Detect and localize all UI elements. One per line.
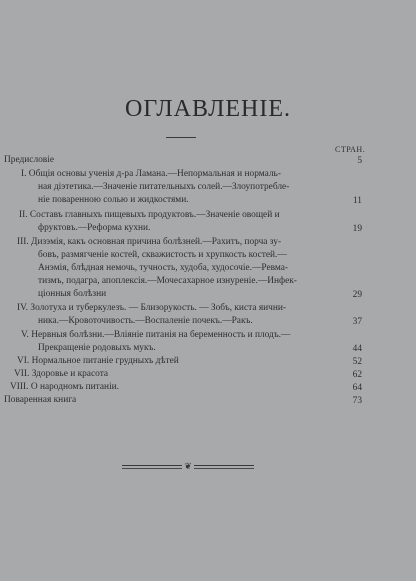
toc-line: ная діэтетика.—Значеніе питательныхъ солей.—Злоупотребле-	[38, 182, 290, 192]
toc-line: Предисловіе	[4, 155, 55, 165]
toc-line: Прекращеніе родовыхъ мукъ.	[38, 343, 156, 353]
toc-line: II. Составъ главныхъ пищевыхъ продуктовъ.—Значеніе овощей и	[19, 210, 280, 220]
toc-page-number: 19	[352, 224, 362, 234]
toc-line: Поваренная книга	[4, 395, 77, 405]
toc-line: III. Дизэмія, какъ основная причина болѣзней.—Рахитъ, порча зу-	[17, 237, 282, 247]
toc-page-number: 29	[352, 290, 362, 300]
toc-line: IV. Золотуха и туберкулезъ. — Близорукость. — Зобъ, киста яични-	[17, 303, 287, 313]
toc-line: фруктовъ.—Реформа кухни.	[38, 223, 151, 233]
toc-page-number: 11	[352, 196, 362, 206]
toc-line: Анэмія, блѣдная немочь, тучность, худоба, худосочіе.—Ревма-	[38, 263, 289, 273]
toc-line: I. Общія основы ученія д-ра Ламана.—Непормальная и нормаль-	[21, 169, 281, 179]
toc-line: VI. Нормальное питаніе грудныхъ дѣтей	[17, 356, 179, 366]
toc-page-number: 52	[352, 357, 362, 367]
toc-line: VII. Здоровье и красота	[14, 369, 109, 379]
toc-line: ціонныя болѣзни	[38, 289, 107, 299]
toc-line: VIII. О народномъ питаніи.	[10, 382, 120, 392]
toc-page-number: 62	[352, 370, 362, 380]
toc-line: бовъ, размягченіе костей, скважистость и хрупкость костей.—	[38, 250, 287, 260]
title-rule	[166, 137, 196, 138]
toc-page-number: 37	[352, 317, 362, 327]
toc-page-number: 5	[357, 156, 362, 166]
toc-line: V. Нервныя болѣзни.—Вліяніе питанія на беременность и плодъ.—	[21, 330, 291, 340]
toc-line: ника.—Кровоточивость.—Воспаленіе почекъ.—Ракъ.	[38, 316, 253, 326]
toc-line: тизмъ, подагра, апоплексія.—Мочесахарное изнуреніе.—Инфек-	[38, 276, 297, 286]
page-column-label: СТРАН.	[335, 145, 366, 154]
fleuron-ornament-icon: ❦	[182, 461, 194, 471]
toc-page-number: 73	[352, 396, 362, 406]
toc-page-number: 44	[352, 344, 362, 354]
toc-page-number: 64	[352, 383, 362, 393]
toc-line: ніе поваренною солью и жидкостями.	[38, 195, 189, 205]
page-title: ОГЛАВЛЕНІЕ.	[124, 96, 292, 122]
